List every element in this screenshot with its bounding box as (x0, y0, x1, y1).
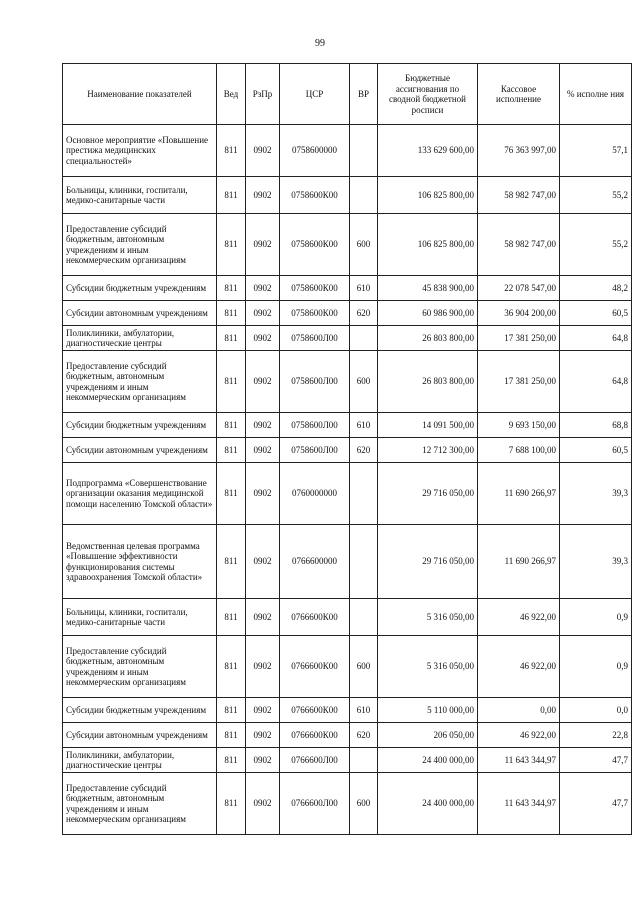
cell-rzpr: 0902 (246, 177, 280, 214)
header-cash: Кассовое исполнение (478, 64, 560, 125)
cell-percent: 48,2 (560, 276, 632, 301)
cell-vr: 620 (350, 438, 378, 463)
header-csr: ЦСР (280, 64, 350, 125)
cell-percent: 60,5 (560, 301, 632, 326)
cell-budget: 24 400 000,00 (378, 748, 478, 773)
cell-csr: 0758600К00 (280, 301, 350, 326)
cell-name: Предоставление субсидий бюджетным, автономным учреждениям и иным некоммерческим организациям (63, 351, 217, 413)
cell-ved: 811 (217, 438, 246, 463)
cell-rzpr: 0902 (246, 351, 280, 413)
cell-budget: 29 716 050,00 (378, 463, 478, 525)
cell-csr: 0766600К00 (280, 698, 350, 723)
header-percent: % исполне ния (560, 64, 632, 125)
cell-cash: 58 982 747,00 (478, 214, 560, 276)
cell-budget: 14 091 500,00 (378, 413, 478, 438)
cell-vr (350, 525, 378, 599)
cell-name: Подпрограмма «Совершенствование организации оказания медицинской помощи населению Томской области» (63, 463, 217, 525)
table-row (63, 301, 632, 326)
cell-cash: 46 922,00 (478, 636, 560, 698)
cell-rzpr: 0902 (246, 326, 280, 351)
cell-percent: 60,5 (560, 438, 632, 463)
cell-budget: 133 629 600,00 (378, 125, 478, 177)
cell-rzpr: 0902 (246, 723, 280, 748)
table-row (63, 599, 632, 636)
cell-rzpr: 0902 (246, 301, 280, 326)
budget-table (62, 63, 632, 835)
table-row (63, 463, 632, 525)
cell-rzpr: 0902 (246, 748, 280, 773)
cell-ved: 811 (217, 525, 246, 599)
cell-name: Субсидии автономным учреждениям (63, 438, 217, 463)
cell-name: Субсидии автономным учреждениям (63, 301, 217, 326)
cell-percent: 64,8 (560, 351, 632, 413)
cell-csr: 0766600Л00 (280, 773, 350, 835)
cell-cash: 22 078 547,00 (478, 276, 560, 301)
table-row (63, 326, 632, 351)
cell-name: Предоставление субсидий бюджетным, автономным учреждениям и иным некоммерческим организациям (63, 636, 217, 698)
cell-csr: 0758600Л00 (280, 351, 350, 413)
header-name: Наименование показателей (63, 64, 217, 125)
cell-name: Ведомственная целевая программа «Повышение эффективности функционирования системы здравоохранения Томской области» (63, 525, 217, 599)
cell-cash: 0,00 (478, 698, 560, 723)
cell-vr: 620 (350, 723, 378, 748)
cell-name: Больницы, клиники, госпитали, медико-санитарные части (63, 599, 217, 636)
cell-csr: 0758600К00 (280, 214, 350, 276)
cell-budget: 106 825 800,00 (378, 177, 478, 214)
cell-vr: 610 (350, 698, 378, 723)
cell-percent: 47,7 (560, 773, 632, 835)
cell-vr: 610 (350, 276, 378, 301)
cell-name: Поликлиники, амбулатории, диагностические центры (63, 748, 217, 773)
cell-cash: 58 982 747,00 (478, 177, 560, 214)
cell-csr: 0758600Л00 (280, 326, 350, 351)
cell-rzpr: 0902 (246, 125, 280, 177)
cell-cash: 11 643 344,97 (478, 748, 560, 773)
cell-name: Субсидии бюджетным учреждениям (63, 698, 217, 723)
cell-vr (350, 599, 378, 636)
cell-percent: 0,0 (560, 698, 632, 723)
cell-percent: 47,7 (560, 748, 632, 773)
table-body (63, 125, 632, 835)
table-row (63, 438, 632, 463)
table-row (63, 214, 632, 276)
table-row (63, 413, 632, 438)
cell-cash: 17 381 250,00 (478, 351, 560, 413)
cell-vr (350, 177, 378, 214)
cell-ved: 811 (217, 463, 246, 525)
cell-cash: 11 643 344,97 (478, 773, 560, 835)
cell-cash: 76 363 997,00 (478, 125, 560, 177)
cell-percent: 39,3 (560, 525, 632, 599)
cell-percent: 39,3 (560, 463, 632, 525)
cell-budget: 26 803 800,00 (378, 326, 478, 351)
table-row (63, 125, 632, 177)
cell-ved: 811 (217, 351, 246, 413)
cell-vr: 610 (350, 413, 378, 438)
cell-csr: 0758600Л00 (280, 413, 350, 438)
cell-percent: 68,8 (560, 413, 632, 438)
cell-rzpr: 0902 (246, 599, 280, 636)
cell-name: Субсидии автономным учреждениям (63, 723, 217, 748)
cell-ved: 811 (217, 125, 246, 177)
header-row (63, 64, 632, 125)
cell-vr: 620 (350, 301, 378, 326)
table-row (63, 177, 632, 214)
cell-csr: 0758600К00 (280, 177, 350, 214)
cell-ved: 811 (217, 599, 246, 636)
cell-cash: 7 688 100,00 (478, 438, 560, 463)
cell-ved: 811 (217, 748, 246, 773)
cell-percent: 22,8 (560, 723, 632, 748)
cell-vr: 600 (350, 636, 378, 698)
cell-csr: 0760000000 (280, 463, 350, 525)
cell-cash: 17 381 250,00 (478, 326, 560, 351)
cell-ved: 811 (217, 773, 246, 835)
cell-budget: 5 110 000,00 (378, 698, 478, 723)
cell-csr: 0758600000 (280, 125, 350, 177)
cell-name: Субсидии бюджетным учреждениям (63, 413, 217, 438)
cell-vr: 600 (350, 773, 378, 835)
cell-ved: 811 (217, 636, 246, 698)
cell-percent: 64,8 (560, 326, 632, 351)
cell-vr (350, 326, 378, 351)
cell-percent: 55,2 (560, 214, 632, 276)
cell-budget: 60 986 900,00 (378, 301, 478, 326)
cell-name: Субсидии бюджетным учреждениям (63, 276, 217, 301)
cell-ved: 811 (217, 413, 246, 438)
cell-csr: 0766600Л00 (280, 748, 350, 773)
cell-rzpr: 0902 (246, 438, 280, 463)
cell-csr: 0766600000 (280, 525, 350, 599)
cell-rzpr: 0902 (246, 773, 280, 835)
cell-cash: 11 690 266,97 (478, 463, 560, 525)
cell-vr: 600 (350, 351, 378, 413)
cell-csr: 0758600К00 (280, 276, 350, 301)
cell-percent: 55,2 (560, 177, 632, 214)
cell-ved: 811 (217, 276, 246, 301)
cell-cash: 36 904 200,00 (478, 301, 560, 326)
table-row (63, 636, 632, 698)
cell-ved: 811 (217, 214, 246, 276)
cell-budget: 5 316 050,00 (378, 636, 478, 698)
cell-percent: 0,9 (560, 599, 632, 636)
cell-rzpr: 0902 (246, 276, 280, 301)
cell-budget: 106 825 800,00 (378, 214, 478, 276)
cell-budget: 12 712 300,00 (378, 438, 478, 463)
cell-cash: 11 690 266,97 (478, 525, 560, 599)
cell-vr (350, 125, 378, 177)
cell-cash: 46 922,00 (478, 723, 560, 748)
cell-rzpr: 0902 (246, 463, 280, 525)
cell-rzpr: 0902 (246, 636, 280, 698)
cell-name: Предоставление субсидий бюджетным, автономным учреждениям и иным некоммерческим организациям (63, 214, 217, 276)
cell-budget: 26 803 800,00 (378, 351, 478, 413)
cell-vr (350, 463, 378, 525)
header-budget: Бюджетные ассигнования по сводной бюджетной росписи (378, 64, 478, 125)
page-number: 99 (315, 38, 325, 49)
cell-csr: 0766600К00 (280, 636, 350, 698)
cell-cash: 46 922,00 (478, 599, 560, 636)
cell-rzpr: 0902 (246, 214, 280, 276)
cell-name: Поликлиники, амбулатории, диагностические центры (63, 326, 217, 351)
cell-ved: 811 (217, 723, 246, 748)
table-row (63, 723, 632, 748)
cell-name: Основное мероприятие «Повышение престижа медицинских специальностей» (63, 125, 217, 177)
header-rzpr: РзПр (246, 64, 280, 125)
header-vr: ВР (350, 64, 378, 125)
cell-ved: 811 (217, 326, 246, 351)
cell-vr: 600 (350, 214, 378, 276)
cell-percent: 57,1 (560, 125, 632, 177)
table-row (63, 748, 632, 773)
cell-rzpr: 0902 (246, 525, 280, 599)
cell-budget: 24 400 000,00 (378, 773, 478, 835)
cell-ved: 811 (217, 698, 246, 723)
cell-name: Больницы, клиники, госпитали, медико-санитарные части (63, 177, 217, 214)
table-row (63, 773, 632, 835)
cell-budget: 5 316 050,00 (378, 599, 478, 636)
table-row (63, 351, 632, 413)
cell-budget: 206 050,00 (378, 723, 478, 748)
cell-percent: 0,9 (560, 636, 632, 698)
cell-ved: 811 (217, 301, 246, 326)
cell-csr: 0766600К00 (280, 723, 350, 748)
cell-cash: 9 693 150,00 (478, 413, 560, 438)
cell-budget: 45 838 900,00 (378, 276, 478, 301)
table-row (63, 276, 632, 301)
table-row (63, 525, 632, 599)
cell-name: Предоставление субсидий бюджетным, автономным учреждениям и иным некоммерческим организациям (63, 773, 217, 835)
cell-ved: 811 (217, 177, 246, 214)
header-ved: Вед (217, 64, 246, 125)
cell-rzpr: 0902 (246, 413, 280, 438)
cell-budget: 29 716 050,00 (378, 525, 478, 599)
table-row (63, 698, 632, 723)
cell-rzpr: 0902 (246, 698, 280, 723)
cell-vr (350, 748, 378, 773)
cell-csr: 0758600Л00 (280, 438, 350, 463)
cell-csr: 0766600К00 (280, 599, 350, 636)
